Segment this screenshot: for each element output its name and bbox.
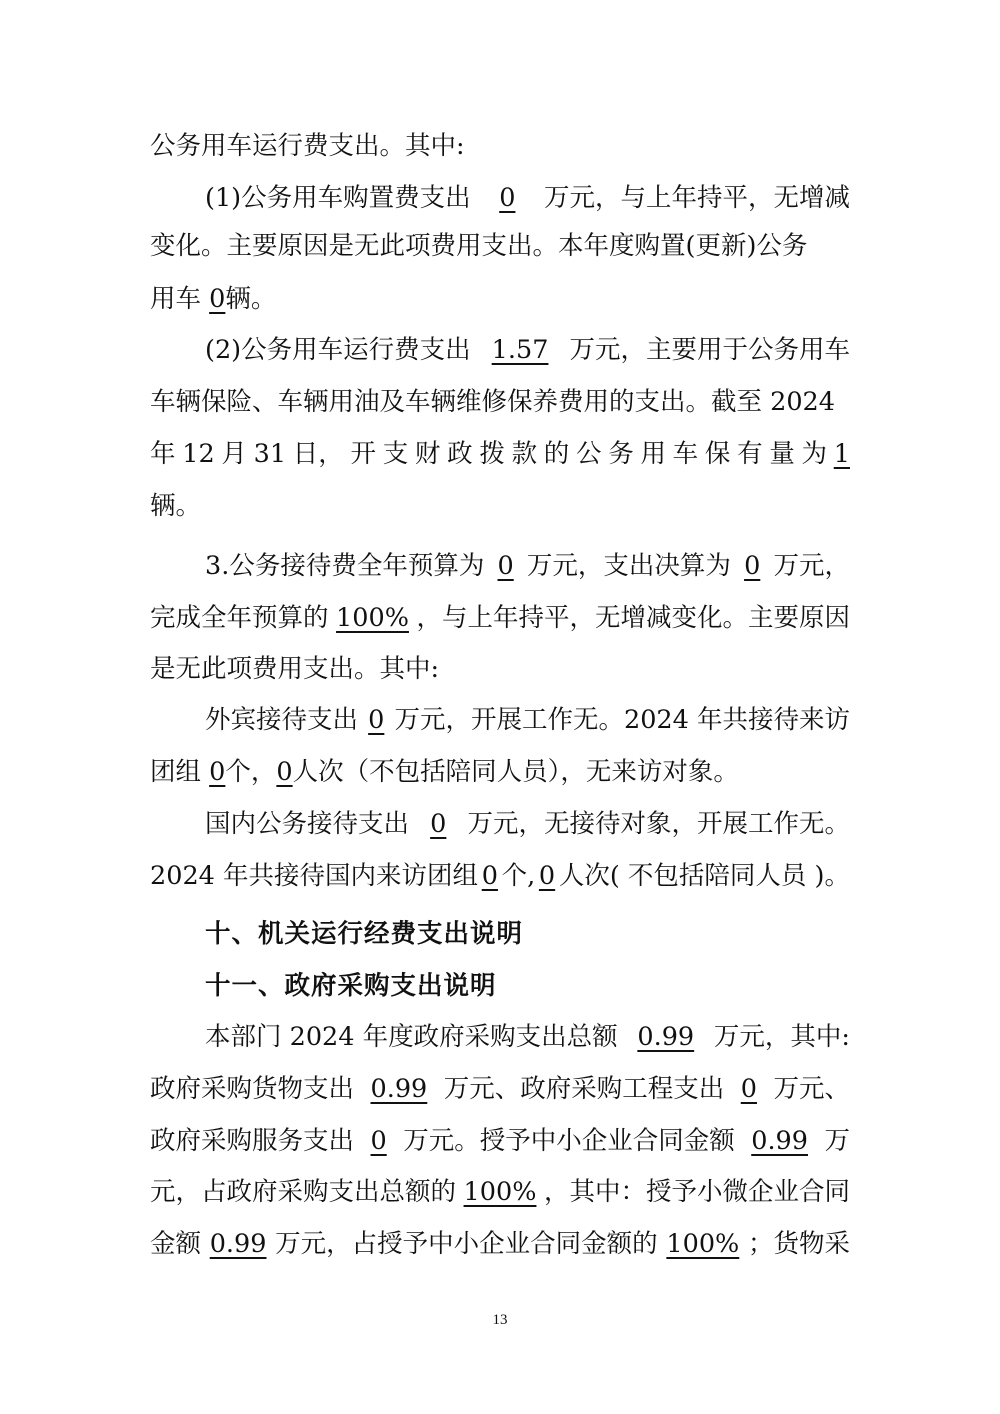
text-line-3: 变化。主要原因是无此项费用支出。本年度购置(更新)公务 [150, 231, 808, 261]
count-value: 0 [481, 861, 498, 891]
count-value: 1 [833, 439, 850, 469]
amount-value: 0 [497, 551, 514, 581]
amount-value: 0 [430, 809, 447, 839]
text-line-18: 本部门 2024 年度政府采购支出总额 0.99 万元，其中: [205, 1017, 850, 1057]
amount-value: 0 [368, 705, 385, 735]
text-line-19: 政府采购货物支出 0.99 万元、政府采购工程支出 0 万元、 [150, 1069, 850, 1109]
text-line-4: 用车 0辆。 [150, 284, 277, 314]
amount-value: 0 [370, 1126, 387, 1156]
section-heading-11: 十一、政府采购支出说明 [205, 971, 497, 1001]
text-line-7: 年 12 月 31 日， 开 支 财 政 拨 款 的 公 务 用 车 保 有 量 为 1 [150, 434, 850, 474]
text-line-8: 辆。 [150, 491, 202, 521]
text-line-9: 3.公务接待费全年预算为 0 万元，支出决算为 0 万元， [205, 546, 850, 586]
amount-value: 1.57 [491, 335, 549, 365]
text-line-1: 公务用车运行费支出。其中: [150, 131, 465, 161]
text-line-21: 元，占政府采购支出总额的 100% ，其中：授予小微企业合同 [150, 1172, 850, 1212]
amount-value: 0 [740, 1074, 757, 1104]
percent-value: 100% [463, 1177, 537, 1207]
text-line-10: 完成全年预算的 100% ，与上年持平，无增减变化。主要原因 [150, 598, 850, 638]
page-number: 13 [492, 1312, 508, 1328]
amount-value: 0.99 [370, 1074, 428, 1104]
text-line-2: (1)公务用车购置费支出 0 万元，与上年持平，无增减 [205, 178, 850, 218]
text-line-13: 团组 0个，0人次（不包括陪同人员），无来访对象。 [150, 757, 739, 787]
count-value: 0 [209, 284, 226, 314]
percent-value: 100% [336, 603, 409, 633]
text-line-5: (2)公务用车运行费支出 1.57 万元，主要用于公务用车 [205, 330, 850, 370]
percent-value: 100% [666, 1229, 740, 1259]
amount-value: 0.99 [637, 1022, 695, 1052]
text-line-14: 国内公务接待支出 0 万元，无接待对象，开展工作无。 [205, 804, 850, 844]
text-line-15: 2024 年共接待国内来访团组 0 个, 0 人次( 不包括陪同人员 )。 [150, 856, 850, 896]
text-line-20: 政府采购服务支出 0 万元。授予中小企业合同金额 0.99 万 [150, 1121, 850, 1161]
amount-value: 0 [499, 183, 516, 213]
count-value: 0 [276, 757, 293, 787]
amount-value: 0.99 [209, 1229, 267, 1259]
amount-value: 0.99 [751, 1126, 808, 1156]
count-value: 0 [538, 861, 556, 891]
text-line-6: 车辆保险、车辆用油及车辆维修保养费用的支出。截至 2024 [150, 387, 836, 417]
count-value: 0 [209, 757, 226, 787]
text-line-22: 金额 0.99 万元，占授予中小企业合同金额的 100% ；货物采 [150, 1224, 850, 1264]
section-heading-10: 十、机关运行经费支出说明 [205, 919, 524, 949]
text-line-11: 是无此项费用支出。其中: [150, 654, 440, 684]
text-line-12: 外宾接待支出 0 万元，开展工作无。2024 年共接待来访 [205, 700, 850, 740]
amount-value: 0 [744, 551, 761, 581]
